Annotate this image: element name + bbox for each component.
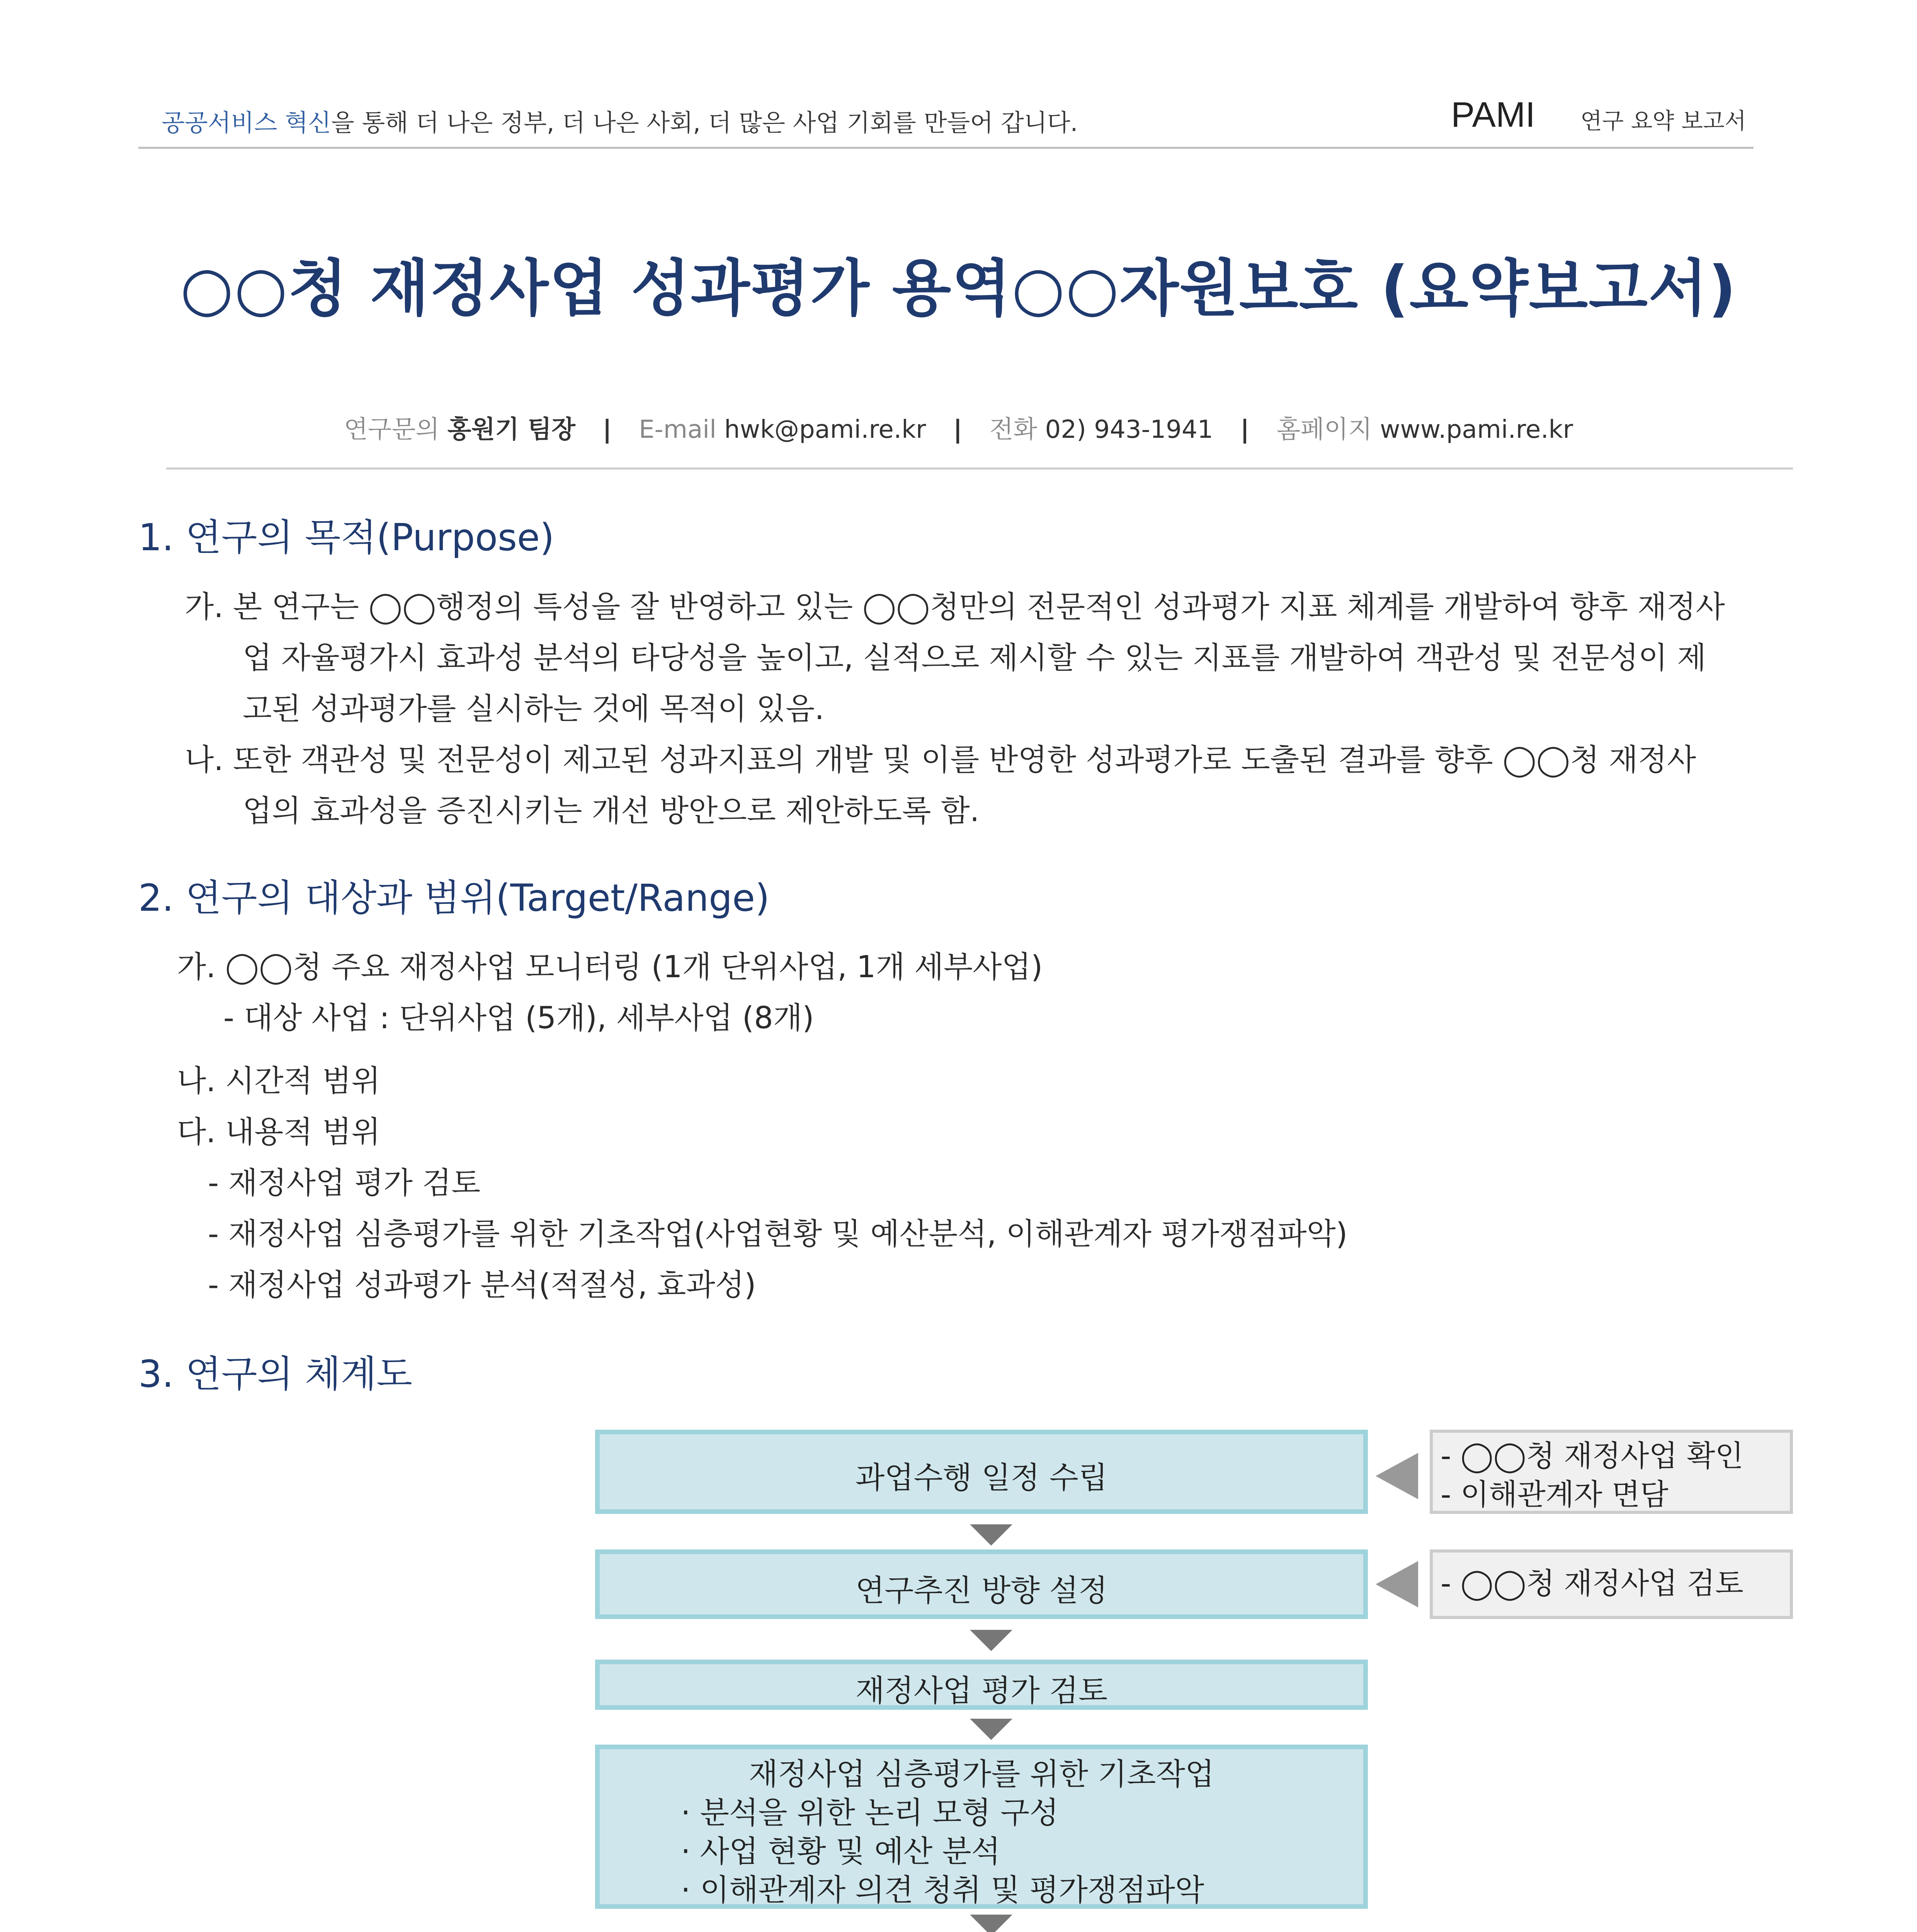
homepage-link[interactable]: www.pami.re.kr bbox=[1380, 415, 1573, 444]
phone-label: 전화 bbox=[989, 415, 1038, 444]
flow-arrow-icon bbox=[970, 1719, 1012, 1740]
section3-heading: 3. 연구의 체계도 bbox=[138, 1352, 413, 1396]
separator: | bbox=[953, 415, 963, 444]
side-note-line: - 이해관계자 면담 bbox=[1441, 1477, 1669, 1512]
s2-item-c-sub: - 재정사업 성과평가 분석(적절성, 효과성) bbox=[208, 1268, 756, 1303]
flow-step-title: 재정사업 심층평가를 위한 기초작업 bbox=[748, 1757, 1214, 1792]
slogan-highlight: 공공서비스 혁신 bbox=[162, 109, 331, 137]
header-label: 연구 요약 보고서 bbox=[1580, 108, 1747, 134]
s2-item-a: 가. ◯◯청 주요 재정사업 모니터링 (1개 단위사업, 1개 세부사업) bbox=[177, 950, 1043, 985]
contact-divider bbox=[166, 468, 1793, 469]
flow-arrow-icon bbox=[970, 1915, 1012, 1932]
flow-step-label: 재정사업 평가 검토 bbox=[855, 1673, 1108, 1708]
header-divider bbox=[138, 147, 1754, 149]
flow-step-direction bbox=[595, 1549, 1368, 1619]
flow-step-sub: · 사업 현황 및 예산 분석 bbox=[681, 1834, 1000, 1869]
separator: | bbox=[602, 415, 612, 444]
flow-step-schedule bbox=[595, 1430, 1368, 1514]
s2-item-c: 다. 내용적 범위 bbox=[177, 1115, 381, 1150]
side-arrow-icon bbox=[1376, 1453, 1418, 1499]
side-note-1 bbox=[1430, 1430, 1793, 1514]
contact-line bbox=[0, 410, 1917, 445]
separator: | bbox=[1240, 415, 1250, 444]
header-brand: PAMI bbox=[1451, 95, 1536, 134]
inquiry-label: 연구문의 bbox=[344, 415, 440, 444]
s2-item-c-sub: - 재정사업 평가 검토 bbox=[208, 1166, 481, 1201]
s1-item-b-line2: 업의 효과성을 증진시키는 개선 방안으로 제안하도록 함. bbox=[243, 794, 980, 828]
s2-item-b: 나. 시간적 범위 bbox=[177, 1064, 381, 1099]
side-note-line: - ◯◯청 재정사업 검토 bbox=[1441, 1566, 1744, 1600]
side-note-2 bbox=[1430, 1549, 1793, 1619]
side-arrow-icon bbox=[1376, 1561, 1418, 1607]
email-value[interactable]: hwk@pami.re.kr bbox=[724, 415, 926, 444]
email-label: E-mail bbox=[639, 415, 716, 444]
section2-heading: 2. 연구의 대상과 범위(Target/Range) bbox=[138, 876, 770, 920]
s1-item-a-line1: 가. 본 연구는 ◯◯행정의 특성을 잘 반영하고 있는 ◯◯청만의 전문적인 성과평가 지표 체계를 개발하여 향후 재정사 bbox=[185, 590, 1725, 624]
flow-step-review bbox=[595, 1660, 1368, 1710]
s1-item-a-line2: 업 자율평가시 효과성 분석의 타당성을 높이고, 실적으로 제시할 수 있는 지표를 개발하여 객관성 및 전문성이 제 bbox=[243, 641, 1706, 675]
page-title: ○○청 재정사업 성과평가 용역○○자원보호 (요약보고서) bbox=[180, 253, 1737, 324]
s2-item-a-sub: - 대상 사업 : 단위사업 (5개), 세부사업 (8개) bbox=[223, 1001, 814, 1036]
phone-value: 02) 943-1941 bbox=[1045, 415, 1213, 444]
s2-item-c-sub: - 재정사업 심층평가를 위한 기초작업(사업현황 및 예산분석, 이해관계자 평가쟁점파악) bbox=[208, 1217, 1348, 1252]
header-slogan bbox=[162, 104, 1078, 138]
s1-item-b-line1: 나. 또한 객관성 및 전문성이 제고된 성과지표의 개발 및 이를 반영한 성과평가로 도출된 결과를 향후 ◯◯청 재정사 bbox=[185, 743, 1696, 777]
flow-step-sub: · 분석을 위한 논리 모형 구성 bbox=[681, 1796, 1059, 1830]
section1-heading: 1. 연구의 목적(Purpose) bbox=[138, 516, 555, 559]
s1-item-a-line3: 고된 성과평가를 실시하는 것에 목적이 있음. bbox=[243, 692, 825, 726]
side-note-line: - ◯◯청 재정사업 확인 bbox=[1441, 1439, 1744, 1473]
flow-arrow-icon bbox=[970, 1630, 1012, 1651]
homepage-label: 홈페이지 bbox=[1276, 415, 1372, 444]
flow-step-label: 과업수행 일정 수립 bbox=[855, 1461, 1108, 1495]
flow-arrow-icon bbox=[970, 1524, 1012, 1546]
flow-step-label: 연구추진 방향 설정 bbox=[855, 1573, 1108, 1608]
inquiry-value: 홍원기 팀장 bbox=[447, 415, 576, 444]
slogan-rest: 을 통해 더 나은 정부, 더 나은 사회, 더 많은 사업 기회를 만들어 갑니다. bbox=[331, 109, 1078, 137]
flow-step-sub: · 이해관계자 의견 청취 및 평가쟁점파악 bbox=[681, 1873, 1204, 1908]
flow-step-groundwork bbox=[595, 1745, 1368, 1909]
